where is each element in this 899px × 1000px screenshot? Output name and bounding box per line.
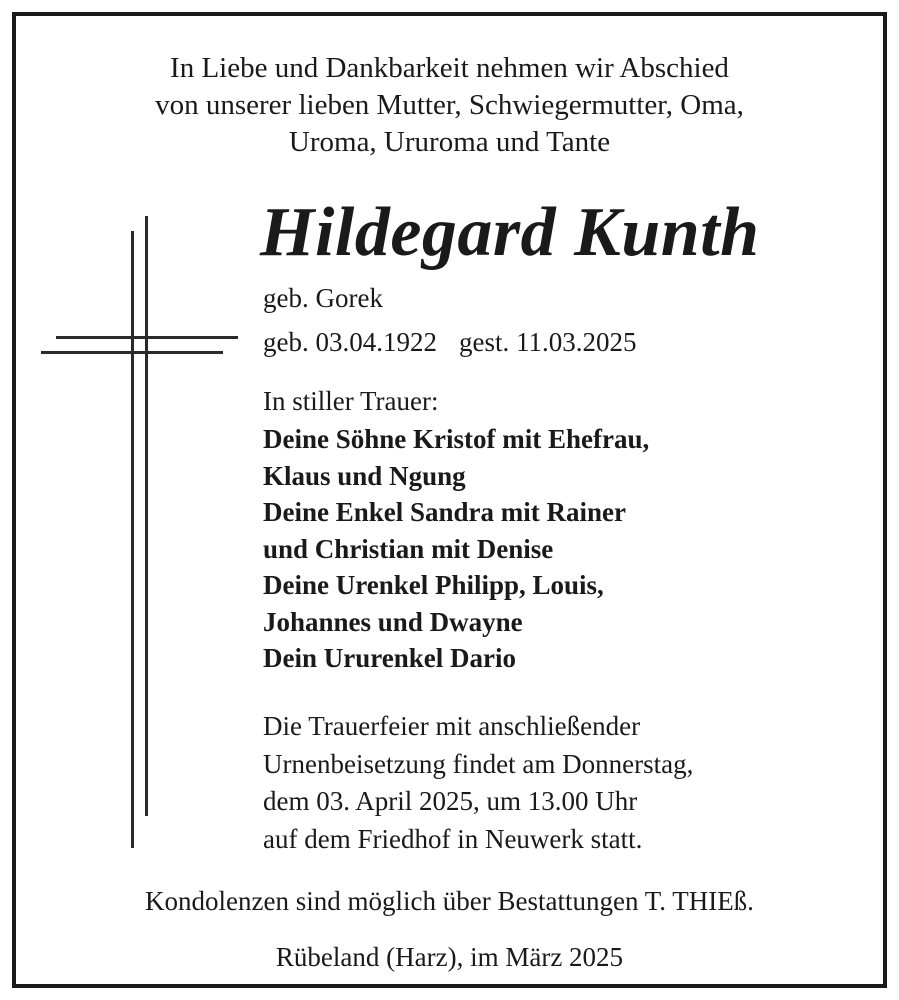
mourners-list (263, 421, 649, 677)
intro-text (16, 50, 883, 161)
intro-line: In Liebe und Dankbarkeit nehmen wir Abschied (170, 52, 729, 84)
mourner-line: Johannes und Dwayne (263, 606, 523, 637)
obituary-frame (12, 12, 887, 988)
ceremony-info (263, 708, 693, 858)
intro-line: von unserer lieben Mutter, Schwiegermutter, Oma, (155, 89, 744, 121)
ceremony-line: Die Trauerfeier mit anschließender (263, 711, 641, 741)
cross-horizontal-bar (41, 351, 223, 354)
birth-date: geb. 03.04.1922 (263, 327, 437, 357)
mourner-line: Klaus und Ngung (263, 460, 466, 491)
mourner-line: Deine Söhne Kristof mit Ehefrau, (263, 424, 650, 454)
cross-vertical-bar (131, 231, 134, 848)
cross-horizontal-bar (56, 336, 238, 339)
mourner-line: Deine Urenkel Philipp, Louis, (263, 570, 604, 600)
life-dates (263, 325, 636, 359)
mourner-line: und Christian mit Denise (263, 533, 554, 564)
cross-vertical-bar (145, 216, 148, 816)
mourner-line: Dein Ururenkel Dario (263, 643, 516, 673)
intro-line: Uroma, Ururoma und Tante (288, 126, 611, 158)
mourners-label: In stiller Trauer: (263, 386, 439, 416)
place-and-date: Rübeland (Harz), im März 2025 (275, 942, 624, 972)
ceremony-line: dem 03. April 2025, um 13.00 Uhr (263, 786, 638, 816)
death-date: gest. 11.03.2025 (458, 327, 637, 357)
condolences-note: Kondolenzen sind möglich über Bestattungen T. THIEß. (145, 886, 754, 916)
deceased-name: Hildegard Kunth (260, 194, 760, 271)
ceremony-line: Urnenbeisetzung findet am Donnerstag, (263, 748, 694, 779)
maiden-name: geb. Gorek (263, 283, 383, 313)
mourner-line: Deine Enkel Sandra mit Rainer (263, 497, 627, 527)
ceremony-line: auf dem Friedhof in Neuwerk statt. (263, 823, 643, 854)
